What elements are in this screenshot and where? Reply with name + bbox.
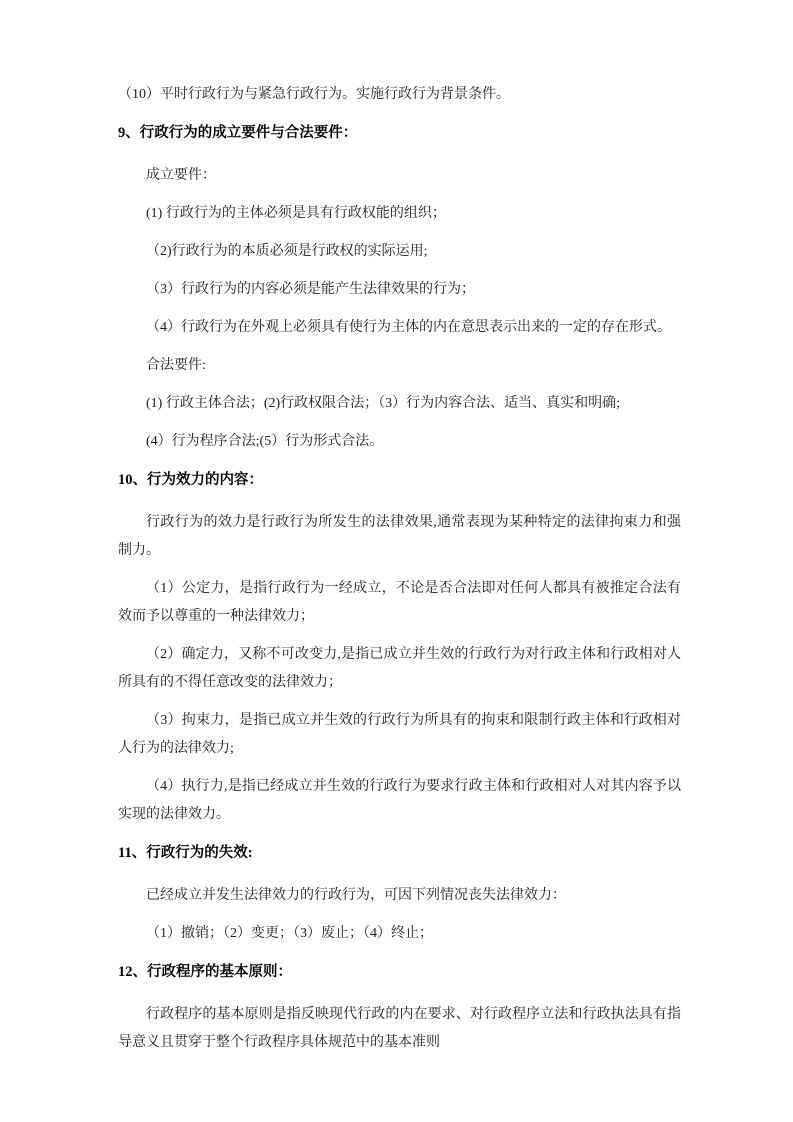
para-effect-item-2-determinative-force: （2）确定力，又称不可改变力,是指已成立并生效的行政行为对行政主体和行政相对人所具有的不得任意改变的法律效力； — [118, 647, 681, 690]
heading-section-10-effect-content: 10、行为效力的内容： — [118, 472, 263, 488]
para-establishment-item-2: （2)行政行为的本质必须是行政权的实际运用; — [146, 244, 428, 259]
para-invalidation-intro: 已经成立并发生法律效力的行政行为，可因下列情况丧失法律效力： — [146, 888, 566, 903]
para-item-10-administrative-acts: （10）平时行政行为与紧急行政行为。实施行政行为背景条件。 — [118, 87, 510, 102]
para-establishment-requirements-label: 成立要件： — [146, 168, 216, 183]
para-procedure-principles-definition: 行政程序的基本原则是指反映现代行政的内在要求、对行政程序立法和行政执法具有指导意义且贯穿于整个行政程序具体规范中的基本准则 — [118, 1007, 681, 1050]
para-legality-items-1-to-3: (1) 行政主体合法；(2)行政权限合法；（3）行为内容合法、适当、真实和明确; — [146, 396, 621, 411]
para-effect-item-3-binding-force: （3）拘束力，是指已成立并生效的行政行为所具有的拘束和限制行政主体和行政相对人行为的法律效力; — [118, 713, 681, 756]
para-effect-item-4-executory-force: （4）执行力,是指已经成立并生效的行政行为要求行政主体和行政相对人对其内容予以实现的法律效力。 — [118, 779, 681, 822]
para-effect-item-1-presumptive-validity: （1）公定力，是指行政行为一经成立，不论是否合法即对任何人都具有被推定合法有效而予以尊重的一种法律效力； — [118, 581, 681, 624]
para-establishment-item-1: (1) 行政行为的主体必须是具有行政权能的组织； — [146, 206, 446, 221]
para-legality-items-4-to-5: (4）行为程序合法;(5）行为形式合法。 — [146, 434, 384, 449]
para-establishment-item-3: （3）行政行为的内容必须是能产生法律效果的行为； — [146, 282, 475, 297]
heading-section-12-procedure-principles: 12、行政程序的基本原则： — [118, 964, 292, 980]
para-establishment-item-4: （4）行政行为在外观上必须具有使行为主体的内在意思表示出来的一定的存在形式。 — [146, 320, 671, 335]
para-invalidation-items: （1）撤销；（2）变更；（3）废止；（4）终止； — [146, 926, 433, 941]
heading-section-11-invalidation: 11、行政行为的失效: — [118, 845, 253, 861]
para-legality-requirements-label: 合法要件: — [146, 358, 206, 373]
para-effect-definition: 行政行为的效力是行政行为所发生的法律效果,通常表现为某种特定的法律拘束力和强制力。 — [118, 515, 681, 558]
heading-section-9-establishment-and-legality: 9、行政行为的成立要件与合法要件： — [118, 125, 358, 141]
